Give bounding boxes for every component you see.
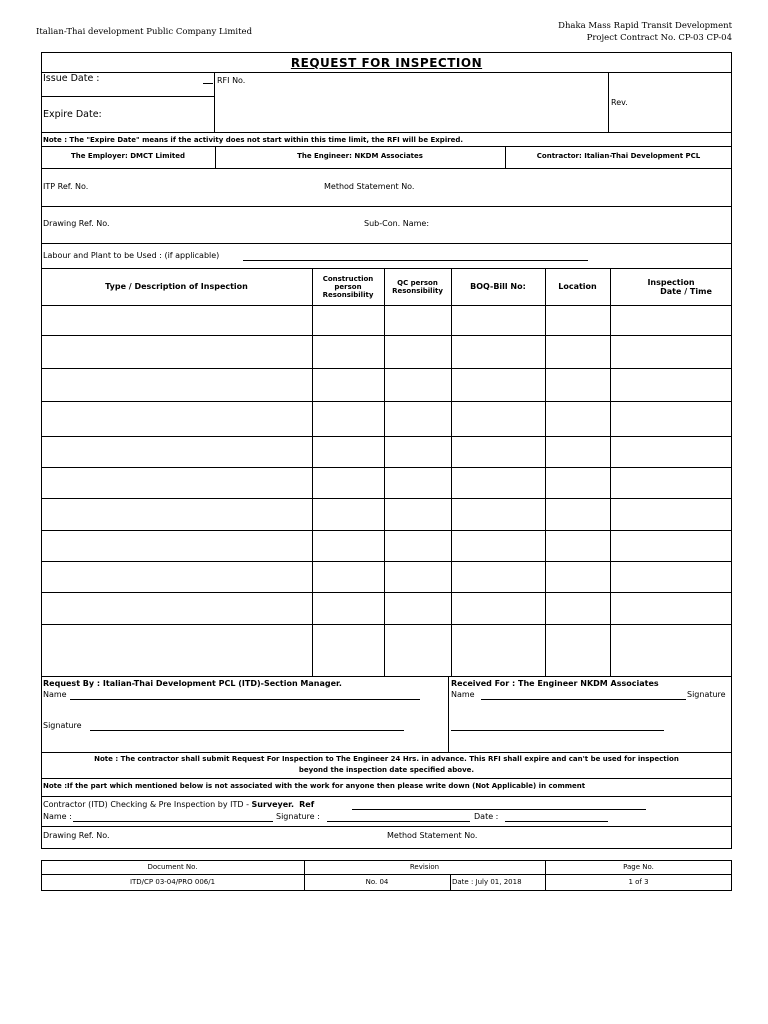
col-header-boq: BOQ-Bill No: [470, 282, 526, 291]
table-row[interactable] [44, 502, 310, 528]
col-header-construction: Construction person Resonsibility [322, 274, 374, 299]
request-signature-field[interactable] [90, 730, 404, 731]
request-signature-label: Signature [43, 721, 82, 730]
checking-date-field[interactable] [505, 821, 608, 822]
contract-number: Project Contract No. CP-03 CP-04 [586, 33, 732, 43]
table-row[interactable] [44, 471, 310, 496]
checking-method-statement-label: Method Statement No. [387, 831, 478, 840]
rev-label: Rev. [611, 98, 628, 107]
col-header-inspection: Inspection Date / Time [647, 277, 712, 296]
table-row[interactable] [44, 534, 310, 559]
labour-plant-label: Labour and Plant to be Used : (if applicable) [43, 251, 220, 260]
received-signature-label: Signature [687, 690, 726, 699]
advance-note: Note : The contractor shall submit Request For Inspection to The Engineer 24 Hrs. in advance. This RFI shall expire and can't be used for inspection beyond the inspection date specified above. [94, 755, 679, 774]
revision-date: Date : July 01, 2018 [452, 878, 522, 886]
revision-label: Revision [409, 863, 440, 871]
document-no-label: Document No. [147, 863, 198, 871]
document-no-value: ITD/CP 03-04/PRO 006/1 [129, 878, 216, 886]
request-name-label: Name [43, 690, 67, 699]
checking-name-field[interactable] [73, 821, 273, 822]
request-by-label: Request By : Italian-Thai Development PCL (ITD)-Section Manager. [43, 679, 342, 688]
table-row[interactable] [44, 372, 310, 399]
table-row[interactable] [44, 628, 310, 674]
page-no-value: 1 of 3 [628, 878, 649, 886]
received-signature-field[interactable] [451, 730, 664, 731]
employer-label: The Employer: DMCT Limited [70, 152, 186, 160]
table-row[interactable] [44, 565, 310, 590]
table-row[interactable] [44, 596, 310, 622]
rfi-no-label: RFI No. [217, 76, 246, 85]
table-row[interactable] [44, 309, 310, 333]
expire-date-label: Expire Date: [43, 109, 102, 120]
project-info [558, 20, 732, 44]
subcon-name-label: Sub-Con. Name: [364, 219, 430, 228]
issue-date-field[interactable] [203, 83, 213, 84]
checking-signature-label: Signature : [276, 812, 320, 821]
not-applicable-note: Note :If the part which mentioned below is not associated with the work for anyone then please write down (Not Applicable) in comment [43, 782, 586, 790]
received-for-label: Received For : The Engineer NKDM Associates [451, 679, 659, 688]
request-name-field[interactable] [70, 699, 420, 700]
col-header-type: Type / Description of Inspection [105, 282, 248, 291]
form-title: REQUEST FOR INSPECTION [290, 56, 483, 70]
table-row[interactable] [44, 440, 310, 465]
issue-date-label: Issue Date : [43, 73, 100, 84]
expire-note: Note : The "Expire Date" means if the activity does not start within this time limit, the RFI will be Expired. [43, 136, 464, 144]
drawing-ref-label: Drawing Ref. No. [43, 219, 110, 228]
company-name: Italian-Thai development Public Company Limited [36, 27, 253, 37]
checking-date-label: Date : [474, 812, 499, 821]
page-no-label: Page No. [623, 863, 654, 871]
itp-ref-label: ITP Ref. No. [43, 182, 89, 191]
table-row[interactable] [44, 339, 310, 366]
col-header-location: Location [558, 282, 597, 291]
labour-plant-field[interactable] [243, 260, 588, 261]
method-statement-label: Method Statement No. [324, 182, 415, 191]
project-title: Dhaka Mass Rapid Transit Development [558, 21, 732, 31]
contractor-label: Contractor: Italian-Thai Development PCL [536, 152, 701, 160]
checking-line: Contractor (ITD) Checking & Pre Inspection by ITD - Surveyer. Ref [43, 800, 315, 809]
revision-value: No. 04 [365, 878, 389, 886]
checking-signature-field[interactable] [327, 821, 470, 822]
table-row[interactable] [44, 405, 310, 434]
checking-drawing-ref-label: Drawing Ref. No. [43, 831, 110, 840]
col-header-qc: QC person Resonsibility [392, 278, 443, 295]
checking-name-label: Name : [43, 812, 72, 821]
received-name-label: Name [451, 690, 475, 699]
engineer-label: The Engineer: NKDM Associates [297, 152, 423, 160]
ref-field[interactable] [352, 809, 646, 810]
received-name-field[interactable] [481, 699, 686, 700]
